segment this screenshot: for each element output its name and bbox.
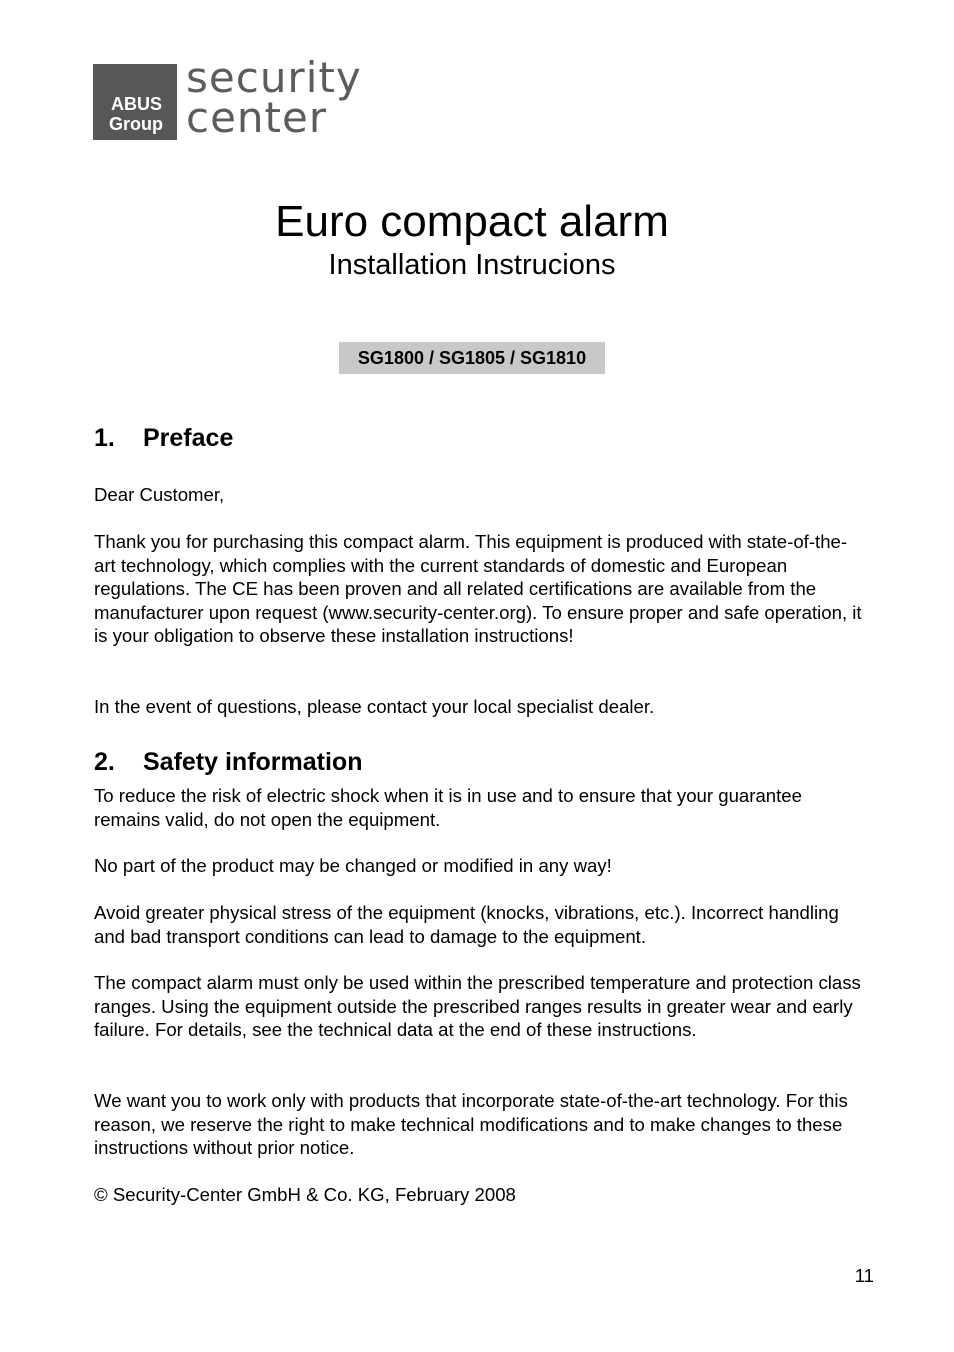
- logo-word-center: center: [186, 93, 328, 142]
- paragraph: In the event of questions, please contact your local specialist dealer.: [94, 696, 655, 717]
- section-heading-safety: [94, 747, 362, 777]
- logo-word-security: security: [186, 53, 362, 102]
- paragraph: Dear Customer,: [94, 484, 225, 505]
- logo-badge-line1: ABUS: [111, 94, 163, 114]
- page-number: 11: [854, 1265, 874, 1286]
- document-subtitle: Installation Instrucions: [328, 249, 616, 281]
- section-number: 1.: [94, 424, 115, 452]
- paragraph: The compact alarm must only be used within the prescribed temperature and protection class ranges. Using the equipment outside the prescribed ranges results in greater wear and early failure. For details, see the technical data at the end of these instructions.: [94, 972, 861, 1040]
- paragraph: No part of the product may be changed or modified in any way!: [94, 855, 612, 876]
- paragraph: Thank you for purchasing this compact alarm. This equipment is produced with state-of-the-art technology, which complies with the current standards of domestic and European regulations. The CE has been proven and all related certifications are available from the manufacturer upon request (www.security-center.org). To ensure proper and safe operation, it is your obligation to observe these installation instructions!: [94, 531, 862, 646]
- copyright-notice: © Security-Center GmbH & Co. KG, February 2008: [94, 1184, 516, 1205]
- section-title: Safety information: [143, 748, 363, 776]
- section-heading-preface: [94, 423, 233, 453]
- section-title: Preface: [143, 424, 234, 452]
- model-numbers-badge: SG1800 / SG1805 / SG1810: [339, 342, 605, 374]
- paragraph: We want you to work only with products that incorporate state-of-the-art technology. For this reason, we reserve the right to make technical modifications and to make changes to these instructions without prior notice.: [94, 1090, 848, 1158]
- paragraph: To reduce the risk of electric shock when it is in use and to ensure that your guarantee remains valid, do not open the equipment.: [94, 785, 802, 830]
- company-logo: [93, 53, 362, 142]
- document-title: Euro compact alarm: [275, 197, 669, 246]
- logo-badge-line2: Group: [109, 114, 163, 134]
- logo-badge: [93, 64, 177, 140]
- paragraph: Avoid greater physical stress of the equipment (knocks, vibrations, etc.). Incorrect handling and bad transport conditions can lead to damage to the equipment.: [94, 902, 839, 947]
- section-number: 2.: [94, 748, 115, 776]
